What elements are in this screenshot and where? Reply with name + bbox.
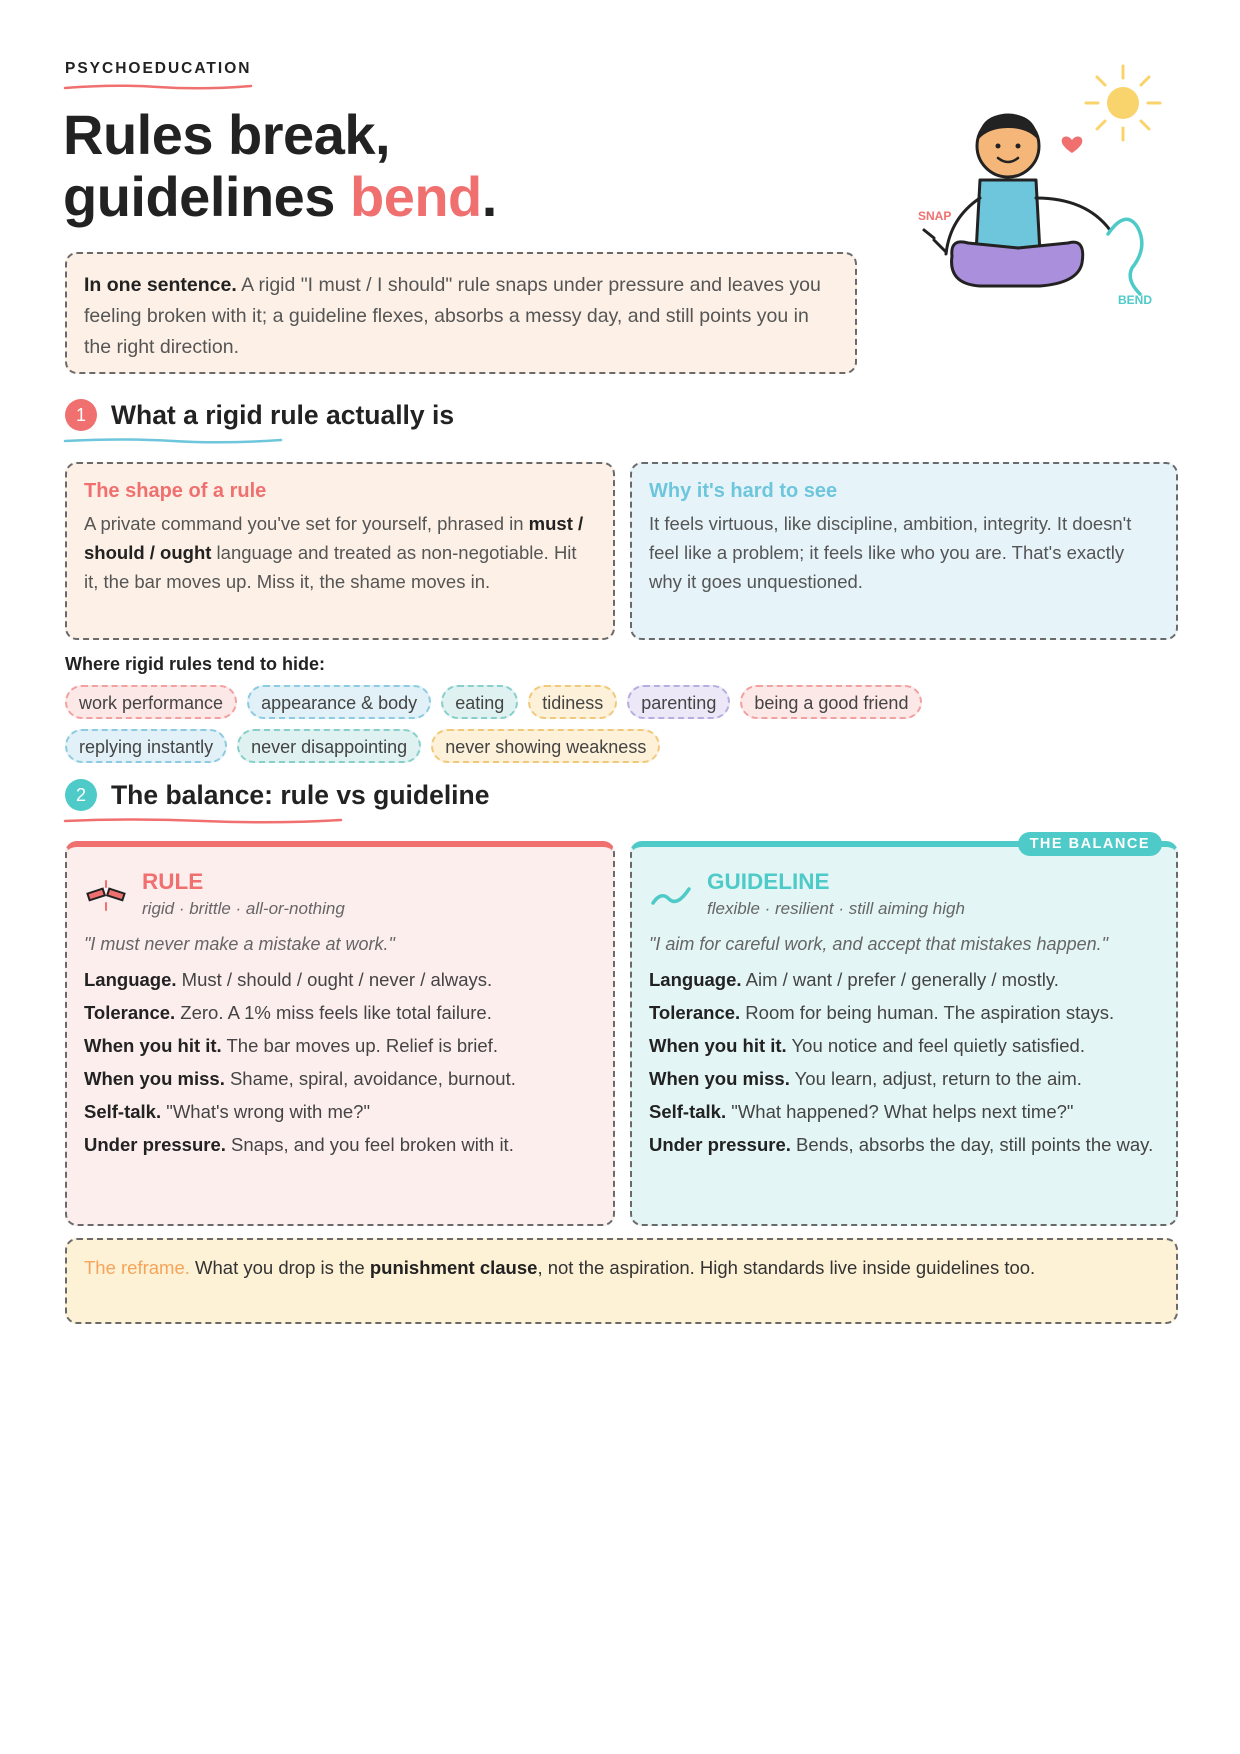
hiding-places-label: Where rigid rules tend to hide: — [65, 654, 326, 674]
guideline-row-miss — [649, 1064, 1159, 1093]
rule-card-header — [84, 869, 596, 919]
summary-box — [65, 252, 857, 374]
rule-row-self-talk — [84, 1097, 596, 1126]
row-text: "What happened? What helps next time?" — [726, 1101, 1074, 1122]
figure-head — [977, 114, 1039, 177]
rule-card — [65, 841, 615, 1226]
guideline-row-self-talk — [649, 1097, 1159, 1126]
broken-stick-icon — [84, 873, 128, 917]
reframe-text-before: What you drop is the — [189, 1257, 370, 1278]
guideline-quote: "I aim for careful work, and accept that mistakes happen." — [649, 934, 1108, 954]
row-label: Under pressure. — [84, 1134, 226, 1155]
section-1-number-badge: 1 — [65, 399, 97, 431]
guideline-subtitle: flexible · resilient · still aiming high — [707, 899, 965, 918]
section-1-underline — [63, 436, 283, 446]
rule-row-pressure — [84, 1130, 596, 1159]
row-text: Aim / want / prefer / generally / mostly. — [741, 969, 1059, 990]
guideline-title: GUIDELINE — [707, 869, 830, 894]
rule-row-tolerance — [84, 998, 596, 1027]
meditating-figure-illustration — [890, 58, 1180, 348]
row-text: Zero. A 1% miss feels like total failure. — [175, 1002, 492, 1023]
row-text: Snaps, and you feel broken with it. — [225, 1134, 514, 1155]
guideline-row-pressure — [649, 1130, 1159, 1159]
snap-label: SNAP — [918, 209, 952, 223]
page-title — [63, 104, 497, 228]
balance-badge: THE BALANCE — [1018, 832, 1162, 856]
why-hard-to-see-card — [630, 462, 1178, 640]
figure-body — [976, 180, 1040, 253]
eyebrow-underline — [63, 82, 253, 92]
rule-row-miss — [84, 1064, 596, 1093]
headline-line2-suffix: . — [481, 165, 497, 228]
chip: appearance & body — [247, 685, 431, 719]
row-label: Tolerance. — [649, 1002, 741, 1023]
row-label: Language. — [649, 969, 742, 990]
row-label: Self-talk. — [649, 1101, 727, 1122]
reframe-text-after: , not the aspiration. High standards live inside guidelines too. — [537, 1257, 1036, 1278]
headline-line1: Rules break, — [63, 103, 391, 166]
row-text: The bar moves up. Relief is brief. — [221, 1035, 498, 1056]
shape-card-text-before: A private command you've set for yourself, phrased in — [84, 513, 529, 534]
row-text: You notice and feel quietly satisfied. — [786, 1035, 1085, 1056]
headline-accent: bend — [350, 165, 482, 228]
section-2-number-badge: 2 — [65, 779, 97, 811]
row-label: Tolerance. — [84, 1002, 176, 1023]
row-text: You learn, adjust, return to the aim. — [789, 1068, 1082, 1089]
section-2-header — [65, 779, 489, 811]
guideline-row-language — [649, 965, 1159, 994]
row-text: "What's wrong with me?" — [161, 1101, 371, 1122]
headline-line2-prefix: guidelines — [63, 165, 350, 228]
row-label: When you hit it. — [84, 1035, 222, 1056]
heart-icon — [1062, 136, 1083, 153]
section-2-title: The balance: rule vs guideline — [111, 779, 490, 810]
section-1-header — [65, 399, 454, 431]
reframe-lead: The reframe. — [84, 1257, 190, 1278]
bend-icon — [1108, 219, 1142, 294]
chip: replying instantly — [65, 729, 227, 763]
row-label: When you miss. — [84, 1068, 225, 1089]
chip: never showing weakness — [431, 729, 660, 763]
row-label: When you miss. — [649, 1068, 790, 1089]
summary-lead: In one sentence. — [84, 274, 237, 296]
eyebrow-label: PSYCHOEDUCATION — [65, 60, 252, 77]
reframe-box — [65, 1238, 1178, 1324]
rule-row-hit — [84, 1031, 596, 1060]
row-text: Must / should / ought / never / always. — [176, 969, 493, 990]
chip: never disappointing — [237, 729, 421, 763]
row-text: Room for being human. The aspiration stays. — [740, 1002, 1115, 1023]
shape-card-text-bold: must / should / ought — [84, 513, 584, 563]
chip: being a good friend — [740, 685, 922, 719]
row-label: Under pressure. — [649, 1134, 791, 1155]
row-label: Language. — [84, 969, 177, 990]
hard-card-title: Why it's hard to see — [649, 480, 838, 502]
shape-card-text — [84, 509, 596, 596]
row-text: Shame, spiral, avoidance, burnout. — [224, 1068, 516, 1089]
row-text: Bends, absorbs the day, still points the way. — [790, 1134, 1154, 1155]
section-2-underline — [63, 816, 343, 826]
sun-icon — [1086, 66, 1160, 140]
shape-card-text-after: language and treated as non-negotiable. Hit it, the bar moves up. Miss it, the shame moves in. — [84, 542, 577, 592]
summary-text: A rigid "I must / I should" rule snaps under pressure and leaves you feeling broken with it; a guideline flexes, absorbs a messy day, and still points you in the right direction. — [84, 274, 821, 358]
shape-card-title: The shape of a rule — [84, 480, 267, 502]
row-label: When you hit it. — [649, 1035, 787, 1056]
guideline-row-hit — [649, 1031, 1159, 1060]
hiding-places-chips — [65, 685, 1025, 763]
rule-title: RULE — [142, 869, 204, 894]
shape-of-rule-card — [65, 462, 615, 640]
rule-quote: "I must never make a mistake at work." — [84, 934, 395, 954]
chip: work performance — [65, 685, 237, 719]
chip: eating — [441, 685, 518, 719]
section-1-title: What a rigid rule actually is — [111, 399, 455, 430]
figure-legs — [952, 242, 1083, 286]
chip: parenting — [627, 685, 730, 719]
bend-label: BEND — [1118, 293, 1153, 307]
guideline-row-tolerance — [649, 998, 1159, 1027]
chip: tidiness — [528, 685, 617, 719]
row-label: Self-talk. — [84, 1101, 162, 1122]
right-arm — [1036, 198, 1110, 230]
reframe-text-bold: punishment clause — [369, 1257, 538, 1278]
hard-card-text: It feels virtuous, like discipline, ambition, integrity. It doesn't feel like a problem; it feels like who you are. That's exactly why it goes unquestioned. — [649, 513, 1132, 592]
snap-icon — [924, 230, 946, 252]
rule-subtitle: rigid · brittle · all-or-nothing — [142, 899, 345, 918]
rule-row-language — [84, 965, 596, 994]
wave-icon — [649, 873, 693, 917]
guideline-card — [630, 836, 1178, 1226]
guideline-card-header — [649, 869, 1159, 919]
